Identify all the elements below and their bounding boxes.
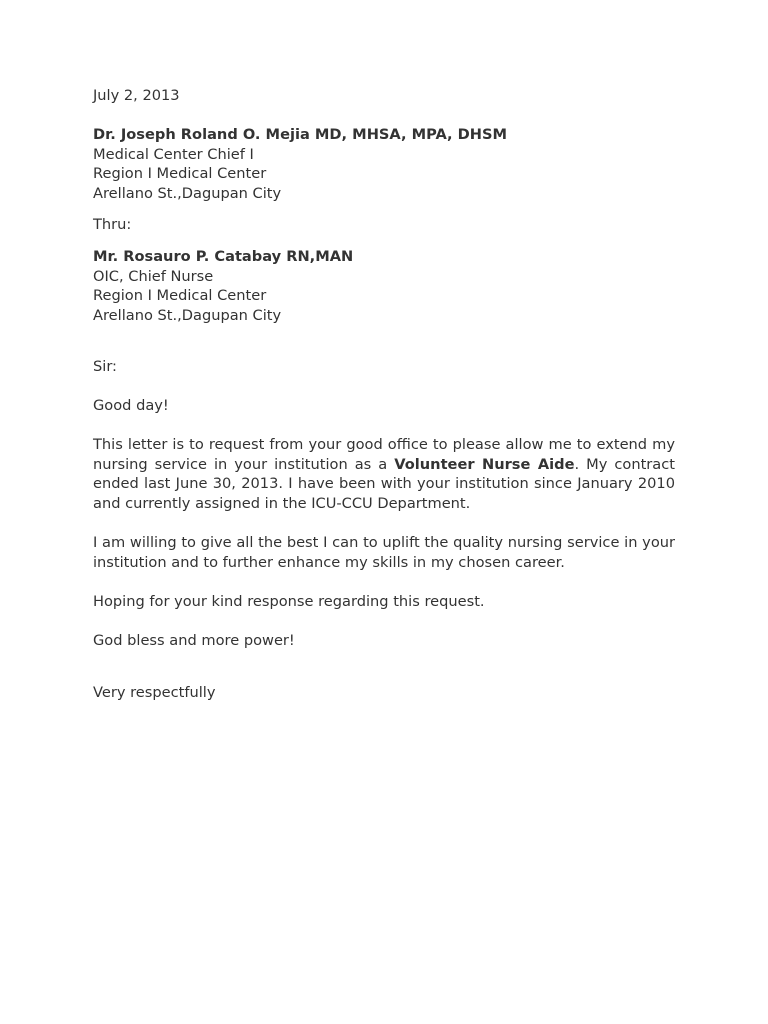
thru-label-text: Thru: — [93, 216, 132, 233]
closing-text: Very respectfully — [93, 684, 216, 701]
body-paragraph-3 — [93, 592, 675, 612]
paragraph-1 — [93, 435, 675, 513]
paragraph-3: Hoping for your kind response regarding this request. — [93, 593, 485, 610]
thru-name: Mr. Rosauro P. Catabay RN,MAN — [93, 248, 354, 265]
greeting-text: Good day! — [93, 397, 169, 414]
letter-date — [93, 86, 675, 106]
body-paragraph-4 — [93, 631, 675, 651]
greeting — [93, 396, 675, 416]
salutation — [93, 357, 675, 377]
thru-block — [93, 247, 675, 325]
thru-address: Arellano St.,Dagupan City — [93, 306, 282, 324]
salutation-text: Sir: — [93, 358, 117, 375]
paragraph-1-start: This letter is to request from your good office to please allow me to extend my nursing service in your institution as a — [93, 436, 675, 473]
thru-label — [93, 215, 675, 235]
recipient-block — [93, 125, 675, 203]
paragraph-4: God bless and more power! — [93, 632, 295, 649]
recipient-org: Region I Medical Center — [93, 165, 267, 183]
paragraph-1-end: . My contract ended last June 30, 2013. I have been with your institution since January 2010 and currently assigned in the ICU-CCU Department. — [93, 455, 675, 512]
thru-org: Region I Medical Center — [93, 287, 267, 305]
thru-title: OIC, Chief Nurse — [93, 267, 214, 285]
body-paragraph-2 — [93, 533, 675, 572]
recipient-address: Arellano St.,Dagupan City — [93, 184, 282, 202]
volunteer-nurse-aide-text: Volunteer Nurse Aide — [394, 455, 575, 473]
closing — [93, 683, 675, 703]
recipient-name: Dr. Joseph Roland O. Mejia MD, MHSA, MPA, DHSM — [93, 126, 508, 143]
body-paragraph-1 — [93, 435, 675, 513]
paragraph-2: I am willing to give all the best I can to uplift the quality nursing service in your institution and to further enhance my skills in my chosen career. — [93, 534, 675, 571]
recipient-title: Medical Center Chief I — [93, 145, 254, 163]
date-text: July 2, 2013 — [93, 87, 180, 104]
